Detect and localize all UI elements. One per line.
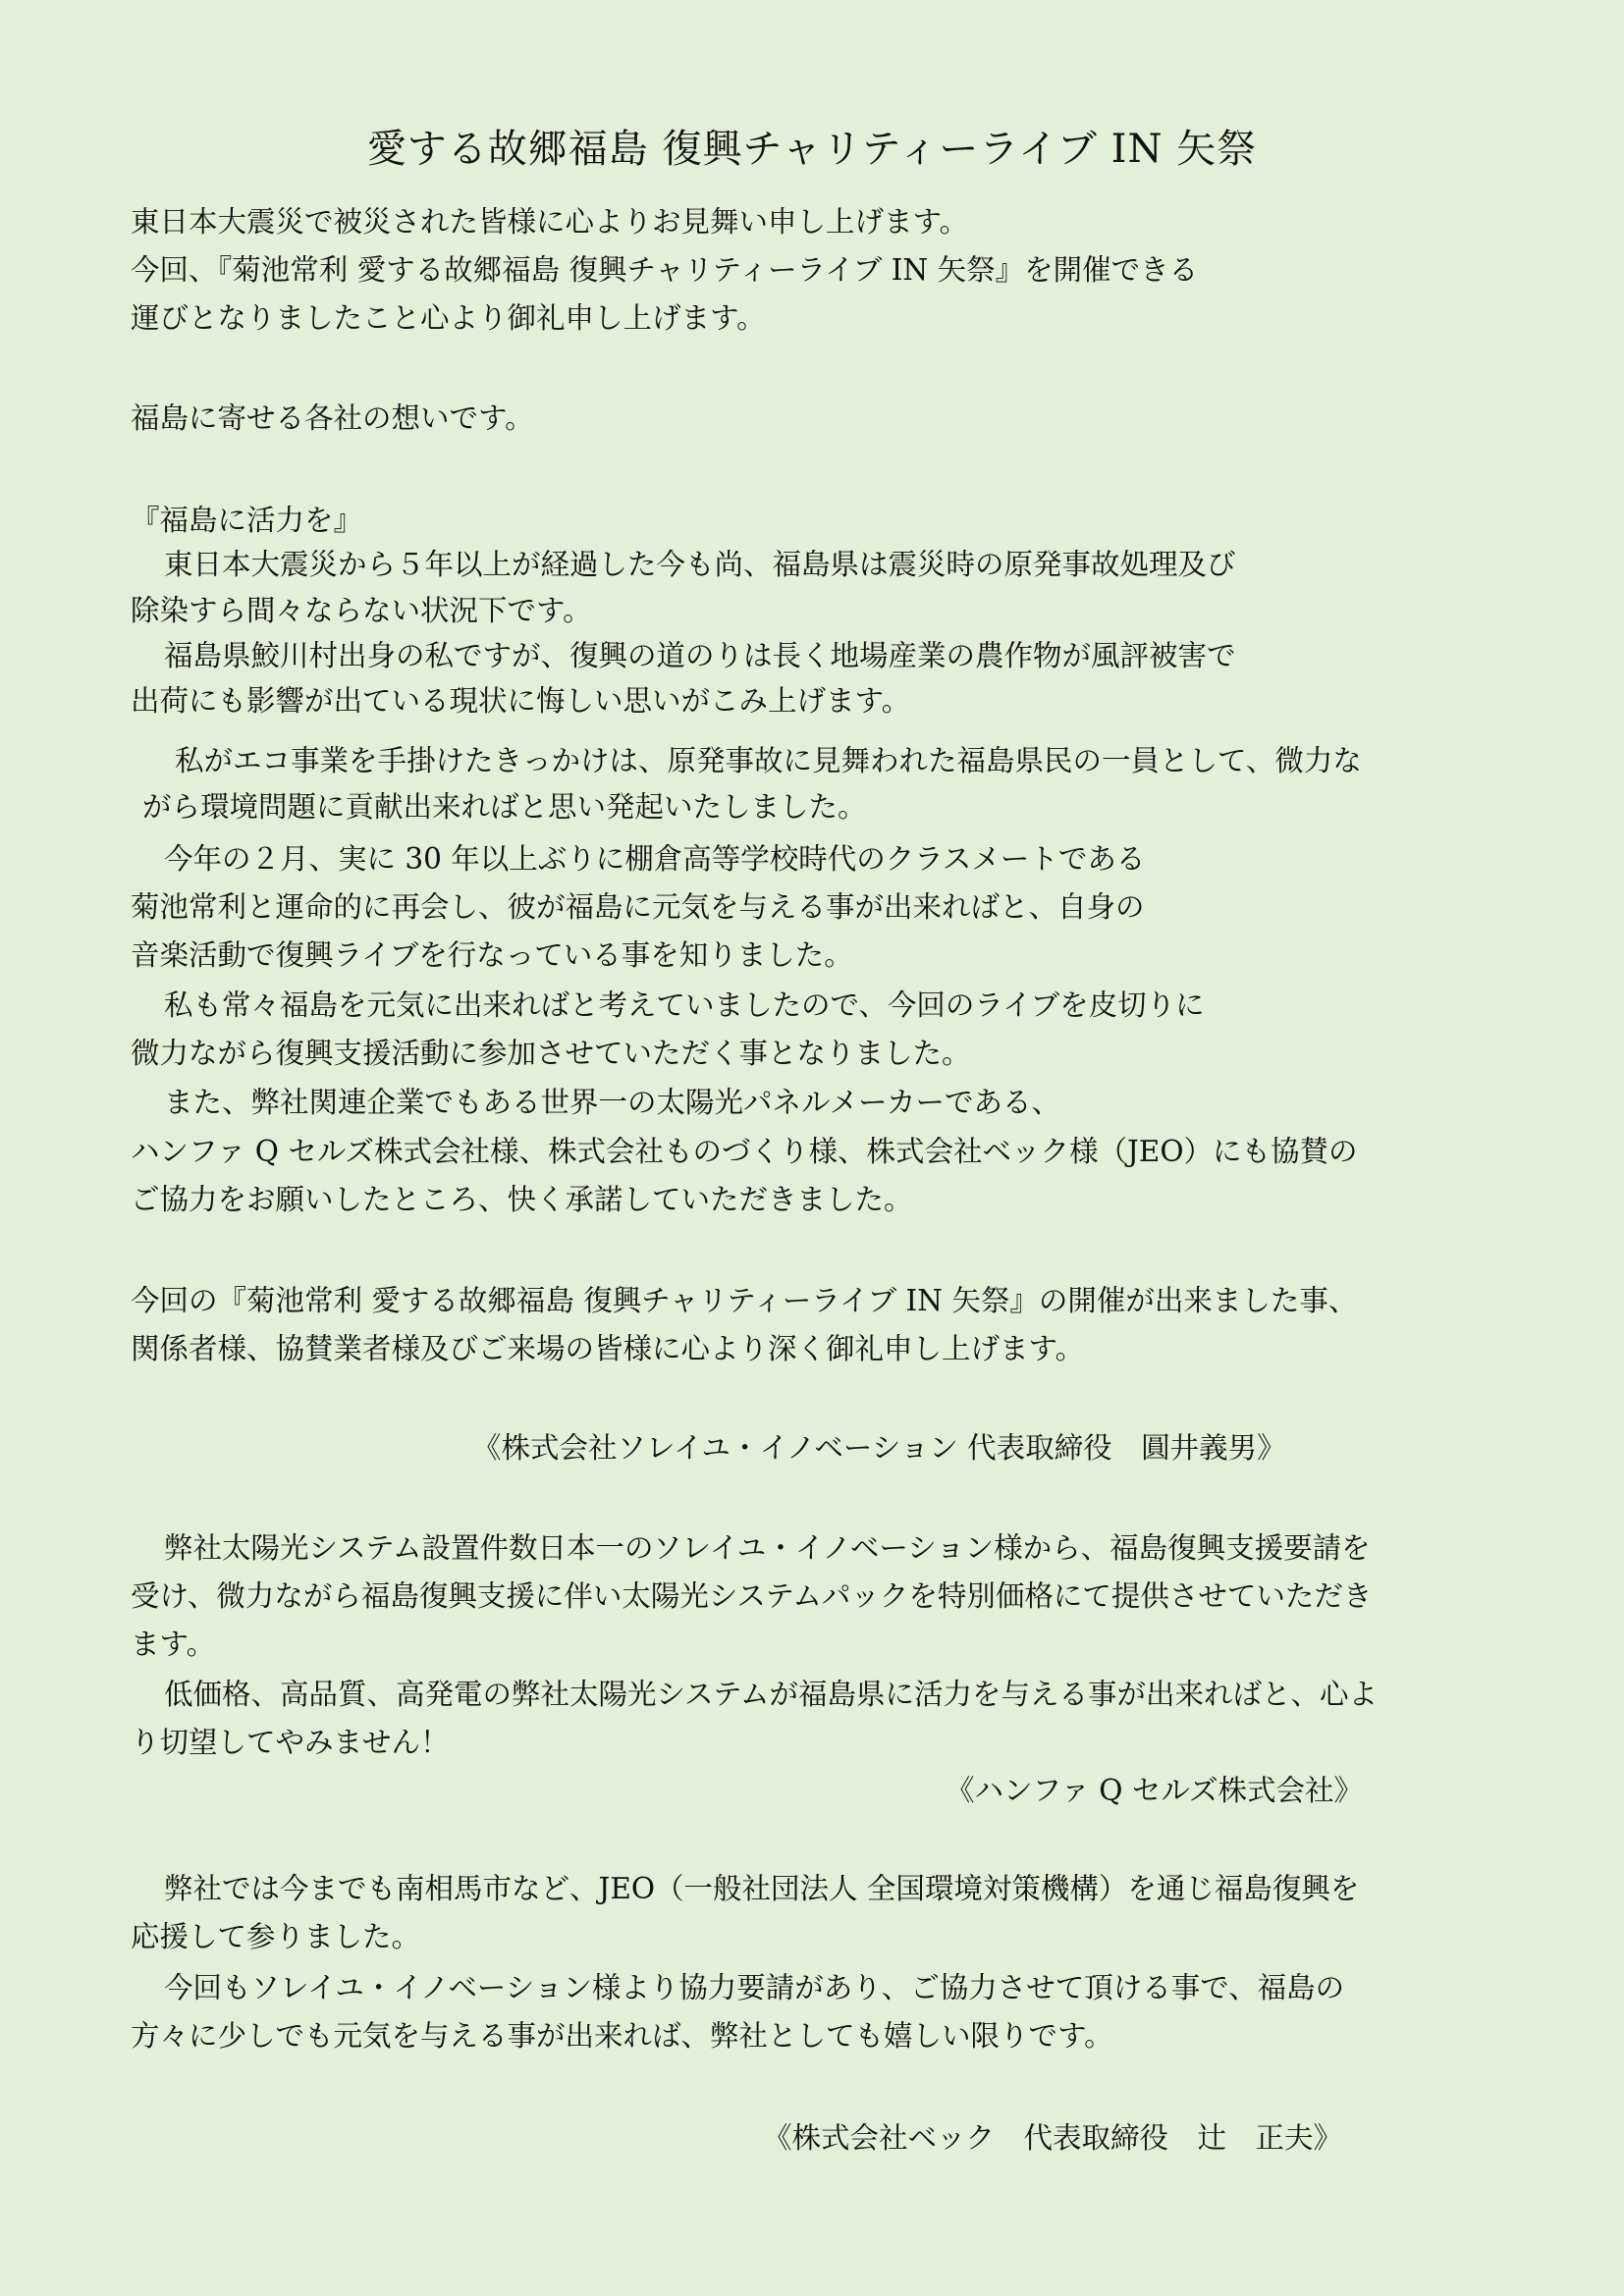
paragraph-line: 東日本大震災から５年以上が経過した今も尚、福島県は震災時の原発事故処理及び — [164, 548, 1236, 581]
paragraph-line: ハンファ Q セルズ株式会社様、株式会社ものづくり様、株式会社ベック様（JEO）にも協賛の — [131, 1135, 1358, 1168]
paragraph-line: 除染すら間々ならない状況下です。 — [131, 594, 592, 627]
section-heading: 『福島に活力を』 — [131, 504, 363, 537]
paragraph-line: 出荷にも影響が出ている現状に悔しい思いがこみ上げます。 — [131, 684, 911, 718]
intro-line: 今回、『菊池常利 愛する故郷福島 復興チャリティーライブ IN 矢祭』を開催できる — [131, 253, 1199, 287]
paragraph-line: 音楽活動で復興ライブを行なっている事を知りました。 — [131, 938, 853, 972]
intro-line: 運びとなりましたこと心より御礼申し上げます。 — [131, 301, 766, 335]
signature: 《株式会社ソレイユ・イノベーション 代表取締役 圓井義男》 — [472, 1431, 1286, 1465]
paragraph-line: 低価格、高品質、高発電の弊社太陽光システムが福島県に活力を与える事が出来ればと、心よ — [164, 1678, 1379, 1711]
signature: 《ハンファ Q セルズ株式会社》 — [946, 1774, 1363, 1807]
paragraph-line: 私がエコ事業を手掛けたきっかけは、原発事故に見舞われた福島県民の一員として、微力な — [175, 744, 1362, 777]
closing-line: 今回の『菊池常利 愛する故郷福島 復興チャリティーライブ IN 矢祭』の開催が出来ました事、 — [131, 1284, 1358, 1317]
paragraph-line: 弊社では今までも南相馬市など、JEO（一般社団法人 全国環境対策機構）を通じ福島復興を — [164, 1872, 1360, 1905]
lead-text: 福島に寄せる各社の想いです。 — [131, 401, 534, 435]
paragraph-line: 福島県鮫川村出身の私ですが、復興の道のりは長く地場産業の農作物が風評被害で — [164, 639, 1236, 672]
closing-line: 関係者様、協賛業者様及びご来場の皆様に心より深く御礼申し上げます。 — [131, 1332, 1085, 1365]
paragraph-line: がら環境問題に貢献出来ればと思い発起いたしました。 — [142, 790, 867, 824]
paragraph-line: 方々に少しでも元気を与える事が出来れば、弊社としても嬉しい限りです。 — [131, 2019, 1113, 2053]
paragraph-line: ご協力をお願いしたところ、快く承諾していただきました。 — [131, 1183, 913, 1216]
document-title: 愛する故郷福島 復興チャリティーライブ IN 矢祭 — [366, 127, 1258, 172]
paragraph-line: 今回もソレイユ・イノベーション様より協力要請があり、ご協力させて頂ける事で、福島の — [164, 1971, 1345, 2004]
paragraph-line: 私も常々福島を元気に出来ればと考えていましたので、今回のライブを皮切りに — [164, 988, 1205, 1022]
paragraph-line: ます。 — [131, 1628, 216, 1661]
paragraph-line: 受け、微力ながら福島復興支援に伴い太陽光システムパックを特別価格にて提供させていただき — [131, 1579, 1373, 1613]
paragraph-line: 菊池常利と運命的に再会し、彼が福島に元気を与える事が出来ればと、自身の — [131, 890, 1145, 924]
signature: 《株式会社ベック 代表取締役 辻 正夫》 — [763, 2121, 1343, 2155]
paragraph-line: 弊社太陽光システム設置件数日本一のソレイユ・イノベーション様から、福島復興支援要請を — [164, 1531, 1371, 1565]
paragraph-line: また、弊社関連企業でもある世界一の太陽光パネルメーカーである、 — [164, 1086, 1061, 1119]
paragraph-line: 応援して参りました。 — [131, 1920, 421, 1953]
paragraph-line: 今年の２月、実に 30 年以上ぶりに棚倉高等学校時代のクラスメートである — [164, 842, 1146, 876]
paragraph-line: り切望してやみません！ — [131, 1726, 450, 1759]
intro-line: 東日本大震災で被災された皆様に心よりお見舞い申し上げます。 — [131, 205, 969, 239]
paragraph-line: 微力ながら復興支援活動に参加させていただく事となりました。 — [131, 1037, 971, 1070]
